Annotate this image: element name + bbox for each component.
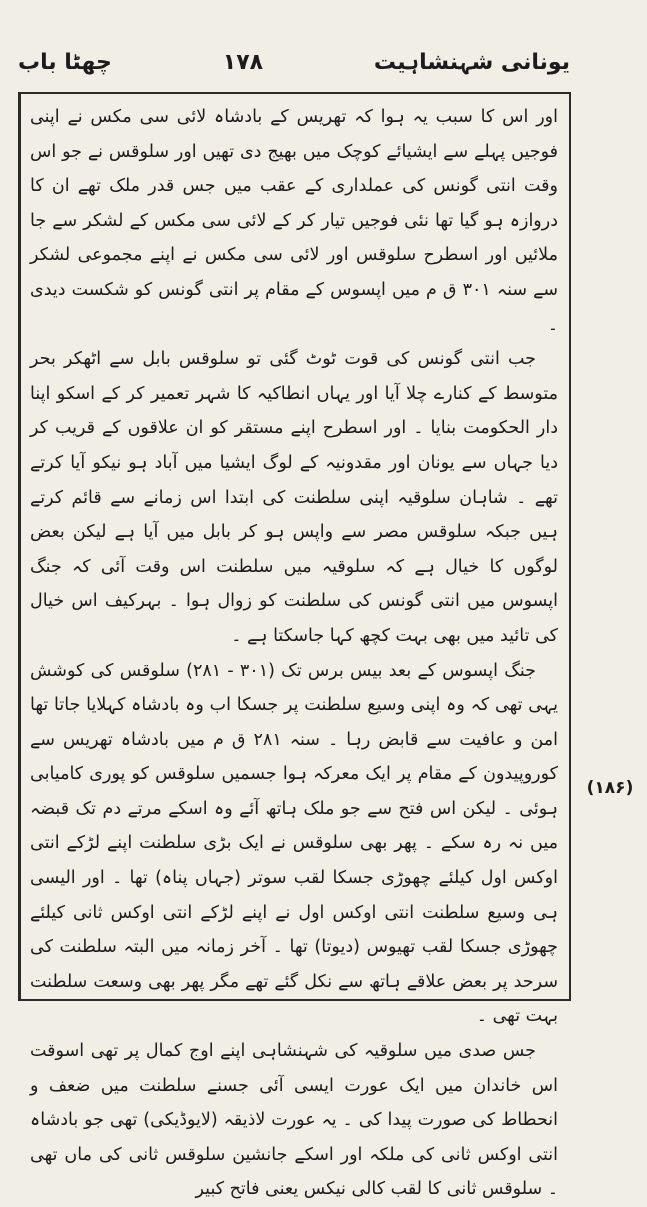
running-header [18,42,570,82]
paragraph: اور اس کا سبب یہ ہوا کہ تھریس کے بادشاہ لائی سی مکس نے اپنی فوجیں پہلے سے ایشیائے کوچک میں بھیج دی تھیں اور سلوقس نے جو اس وقت انتی گونس کی عملداری کے عقب میں جس قدر ملک تھے ان کا دروازہ ہو گیا تھا نئی فوجیں تیار کر کے لائی سی مکس کے لشکر سے جا ملائیں اور اسطرح سلوقس اور لائی سی مکس نے اپنے مجموعی لشکر سے سنہ ۳۰۱ ق م میں اپسوس کے مقام پر انتی گونس کو شکست دیدی ۔ [30,107,558,335]
book-title: یونانی شہنشاہیت [373,49,570,75]
chapter-label: چھٹا باب [18,49,112,75]
margin-page-reference: (۱۸۶) [586,778,634,798]
paragraph: جب انتی گونس کی قوت ٹوٹ گئی تو سلوقس بابل سے اٹھکر بحر متوسط کے کنارے چلا آیا اور یہاں انطاکیہ کا شہر تعمیر کر کے اسکو اپنا دار الحکومت بنایا ۔ اور اسطرح اپنے مستقر کو ان علاقوں کے قریب کر دیا جہاں سے یونان اور مقدونیہ کے لوگ ایشیا میں آباد ہو نیکو آیا کرتے تھے ۔ شاہان سلوقیہ اپنی سلطنت کی ابتدا اس زمانے سے قائم کرتے ہیں جبکہ سلوقس مصر سے واپس ہو کر بابل میں آیا ہے لیکن بعض لوگوں کا خیال ہے کہ سلوقیہ میں سلطنت اس وقت آئی کہ جنگ اپسوس میں انتی گونس کی سلطنت کو زوال ہوا ۔ بہرکیف اس خیال کی تائید میں بھی بہت کچھ کہا جاسکتا ہے ۔ [30,349,558,646]
paragraph: جنگ اپسوس کے بعد بیس برس تک (۳۰۱ - ۲۸۱) سلوقس کی کوشش یہی تھی کہ وہ اپنی وسیع سلطنت پر جسکا اب وہ بادشاہ کہلایا جاتا تھا امن و عافیت سے قابض رہا ۔ سنہ ۲۸۱ ق م میں بادشاہ تھریس سے کوروپیدون کے مقام پر ایک معرکہ ہوا جسمیں سلوقس کو پوری کامیابی ہوئی ۔ لیکن اس فتح سے جو ملک ہاتھ آئے وہ اسکے مرتے دم تک قبضہ میں نہ رہ سکے ۔ پھر بھی سلوقس نے ایک بڑی سلطنت اپنے لڑکے انتی اوکس اول کیلئے چھوڑی جسکا لقب سوتر (جہاں پناہ) تھا ۔ اور الیسی ہی وسیع سلطنت انتی اوکس اول نے اپنے لڑکے انتی اوکس ثانی کیلئے چھوڑی جسکا لقب تھیوس (دیوتا) تھا ۔ آخر زمانہ میں البتہ سلطنت کی سرحد پر بعض علاقے ہاتھ سے نکل گئے تھے مگر پھر بھی وسعت سلطنت بہت تھی ۔ [30,660,558,1027]
body-text [30,100,558,1200]
paragraph: جس صدی میں سلوقیہ کی شہنشاہی اپنے اوج کمال پر تھی اسوقت اس خاندان میں ایک عورت ایسی آئی جسنے سلطنت میں ضعف و انحطاط کی صورت پیدا کی ۔ یہ عورت لاذیقہ (لایوڈیکی) تھی جو بادشاہ انتی اوکس ثانی کی ملکہ اور اسکے جانشین سلوقس ثانی کی ماں تھی ۔ سلوقس ثانی کا لقب کالی نیکس یعنی فاتح کبیر [30,1041,558,1200]
page-number: ۱۷۸ [222,49,264,75]
